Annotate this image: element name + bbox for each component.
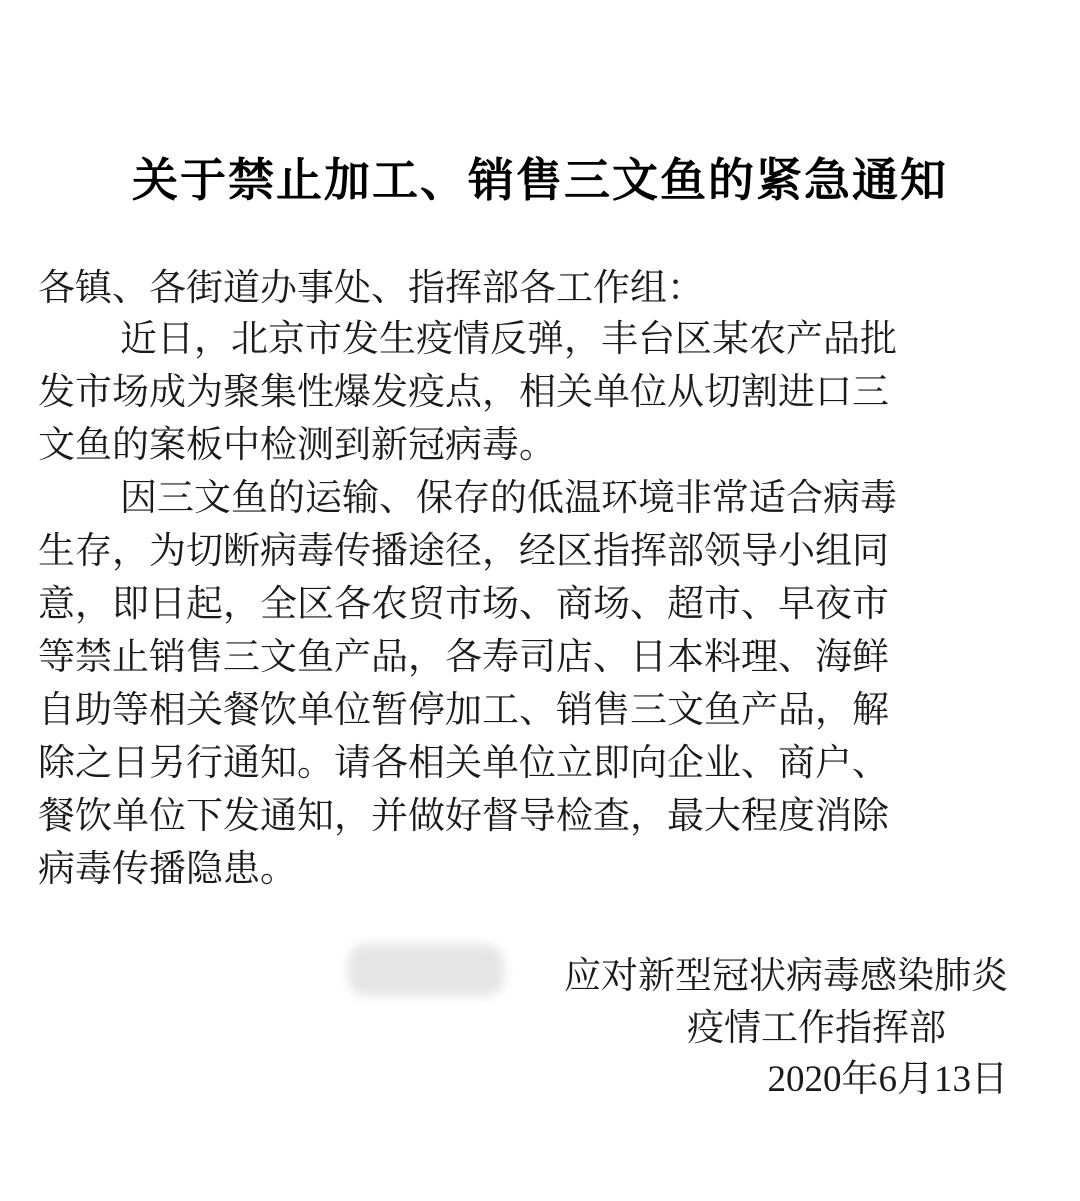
paragraph-2-line: 病毒传播隐患。	[38, 847, 297, 890]
signature-date: 2020年6月13日	[767, 1059, 1008, 1100]
paragraph-2-line: 餐饮单位下发通知，并做好督导检查，最大程度消除	[38, 794, 889, 837]
paragraph-1-line: 发市场成为聚集性爆发疫点，相关单位从切割进口三	[38, 370, 889, 413]
salutation: 各镇、各街道办事处、指挥部各工作组：	[38, 266, 704, 309]
paragraph-1-line: 近日，北京市发生疫情反弹，丰台区某农产品批	[120, 317, 897, 360]
paragraph-1-line: 文鱼的案板中检测到新冠病毒。	[38, 423, 556, 466]
redacted-region	[348, 944, 504, 996]
paragraph-2-line: 意，即日起，全区各农贸市场、商场、超市、早夜市	[38, 582, 889, 625]
paragraph-2-line: 等禁止销售三文鱼产品，各寿司店、日本料理、海鲜	[38, 635, 889, 678]
signature-organization: 应对新型冠状病毒感染肺炎	[564, 954, 1008, 997]
paragraph-2-line: 生存，为切断病毒传播途径，经区指挥部领导小组同	[38, 529, 889, 572]
notice-body	[38, 312, 1018, 895]
signature-block	[564, 950, 1008, 1106]
paragraph-2-line: 因三文鱼的运输、保存的低温环境非常适合病毒	[120, 476, 897, 519]
notice-title: 关于禁止加工、销售三文鱼的紧急通知	[132, 153, 948, 207]
paragraph-2-line: 除之日另行通知。请各相关单位立即向企业、商户、	[38, 741, 889, 784]
paragraph-2-line: 自助等相关餐饮单位暂停加工、销售三文鱼产品，解	[38, 688, 889, 731]
signature-department: 疫情工作指挥部	[687, 1006, 946, 1049]
